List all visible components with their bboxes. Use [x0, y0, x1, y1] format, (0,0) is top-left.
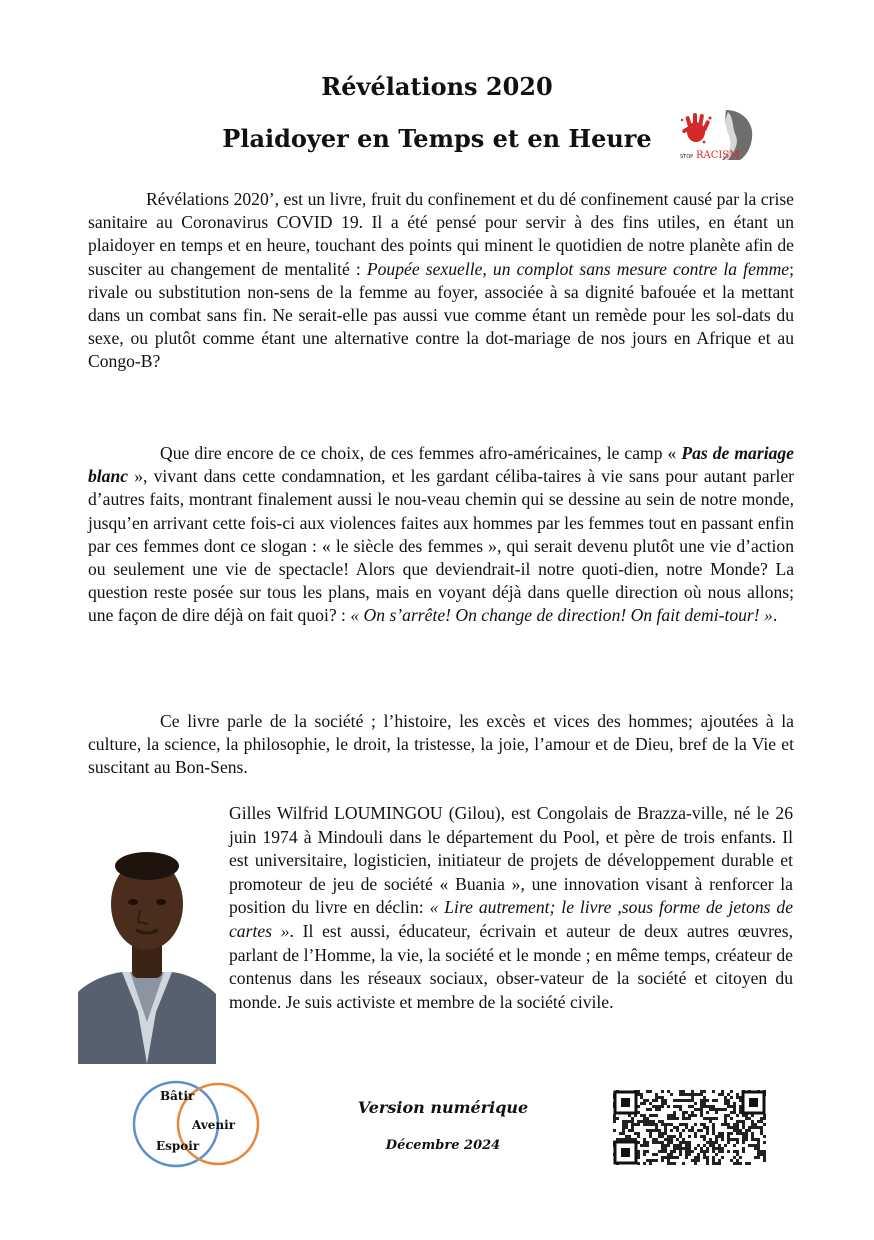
p1-italic: Poupée sexuelle, un complot sans mesure contre la femme	[366, 258, 790, 279]
paragraph-intro	[88, 188, 794, 374]
p2-text-3: .	[772, 605, 778, 626]
stop-racism-logo	[674, 108, 758, 162]
batir-avenir-espoir-logo	[132, 1078, 264, 1170]
author-photo	[78, 822, 216, 1064]
logo-word-avenir: Avenir	[192, 1118, 236, 1132]
p3-text: Ce livre parle de la société ; l’histoire, les excès et vices des hommes; ajoutées à la culture, la science, la philosophie, le droit, la tristesse, la joie, l’amour et de Dieu, bref de la Vie et suscitant au Bon-Sens.	[88, 711, 794, 778]
logo-racism-text: RACISM	[696, 150, 740, 161]
logo-stop-text: STOP	[680, 154, 694, 160]
paragraph-summary	[88, 710, 794, 780]
red-hand-icon	[681, 113, 712, 143]
author-bio	[229, 802, 793, 1014]
logo-word-batir: Bâtir	[160, 1089, 195, 1103]
paragraph-question	[88, 442, 794, 628]
date-label: Décembre 2024	[385, 1138, 501, 1153]
book-title: Révélations 2020	[321, 72, 553, 101]
p2-italic: « On s’arrête! On change de direction! On fait demi-tour! »	[350, 605, 773, 626]
p2-bold-italic: Pas de mariage blanc	[88, 443, 794, 487]
book-subtitle: Plaidoyer en Temps et en Heure	[222, 124, 652, 153]
p1-text-1: Révélations 2020’, est un livre, fruit du confinement et du dé confinement causé par la crise sanitaire au Coronavirus COVID 19. Il a été pensé pour servir à des fins utiles, en étant un plaidoyer en temps et en heure, touchant des points qui minent le quotidien de notre planète afin de susciter au changement de mentalité :	[88, 189, 794, 279]
bio-text-1: Gilles Wilfrid LOUMINGOU (Gilou), est Congolais de Brazza-ville, né le 26 juin 1974 à Mindouli dans le département du Pool, et père de trois enfants. Il est universitaire, logisticien, initiateur de projets de développement durable et promoteur de jeu de société « Buania », une innovation visant à renforcer la position du livre en déclin:	[229, 803, 793, 918]
bio-italic: « Lire autrement; le livre ,sous forme de jetons de cartes »	[229, 897, 793, 941]
bio-text-2: . Il est aussi, éducateur, écrivain et auteur de deux autres œuvres, parlant de l’Homme, la vie, la société et le monde ; en même temps, créateur de contenus dans les réseaux sociaux, obser-vateur de la société et citoyen du monde. Je suis activiste et membre de la société civile.	[229, 920, 793, 1012]
logo-word-espoir: Espoir	[156, 1139, 200, 1153]
p1-text-2: ; rivale ou substitution non-sens de la femme au foyer, associée à sa dignité bafouée et la mettant dans un combat sans fin. Ne serait-elle pas aussi vue comme étant un remède pour les sol-dats du sexe, ou plutôt comme étant une alternative contre la dot-mariage de nos jours en Afrique et au Congo-B?	[88, 258, 794, 372]
p2-text-2: », vivant dans cette condamnation, et les gardant céliba-taires à vie sans pour autant parler d’autres faits, montrant finalement aussi le nou-veau chemin qui se dessine au sein de notre monde, jusqu’en arrivant cette fois-ci aux violences faites aux hommes par les femmes tout en passant enfin par ces femmes dont ce slogan : « le siècle des femmes », qui serait devenu plutôt une vie d’action ou seulement une vie de spectacle! Alors que deviendrait-il notre quoti-dien, notre Monde? La question reste posée sur tous les plans, mais en voyant déjà dans quelle direction où nous allons; une façon de dire déjà on fait quoi? :	[88, 466, 794, 626]
qr-code-icon	[613, 1090, 766, 1165]
version-label: Version numérique	[357, 1098, 529, 1117]
p2-text-1: Que dire encore de ce choix, de ces femmes afro-américaines, le camp «	[160, 443, 682, 463]
